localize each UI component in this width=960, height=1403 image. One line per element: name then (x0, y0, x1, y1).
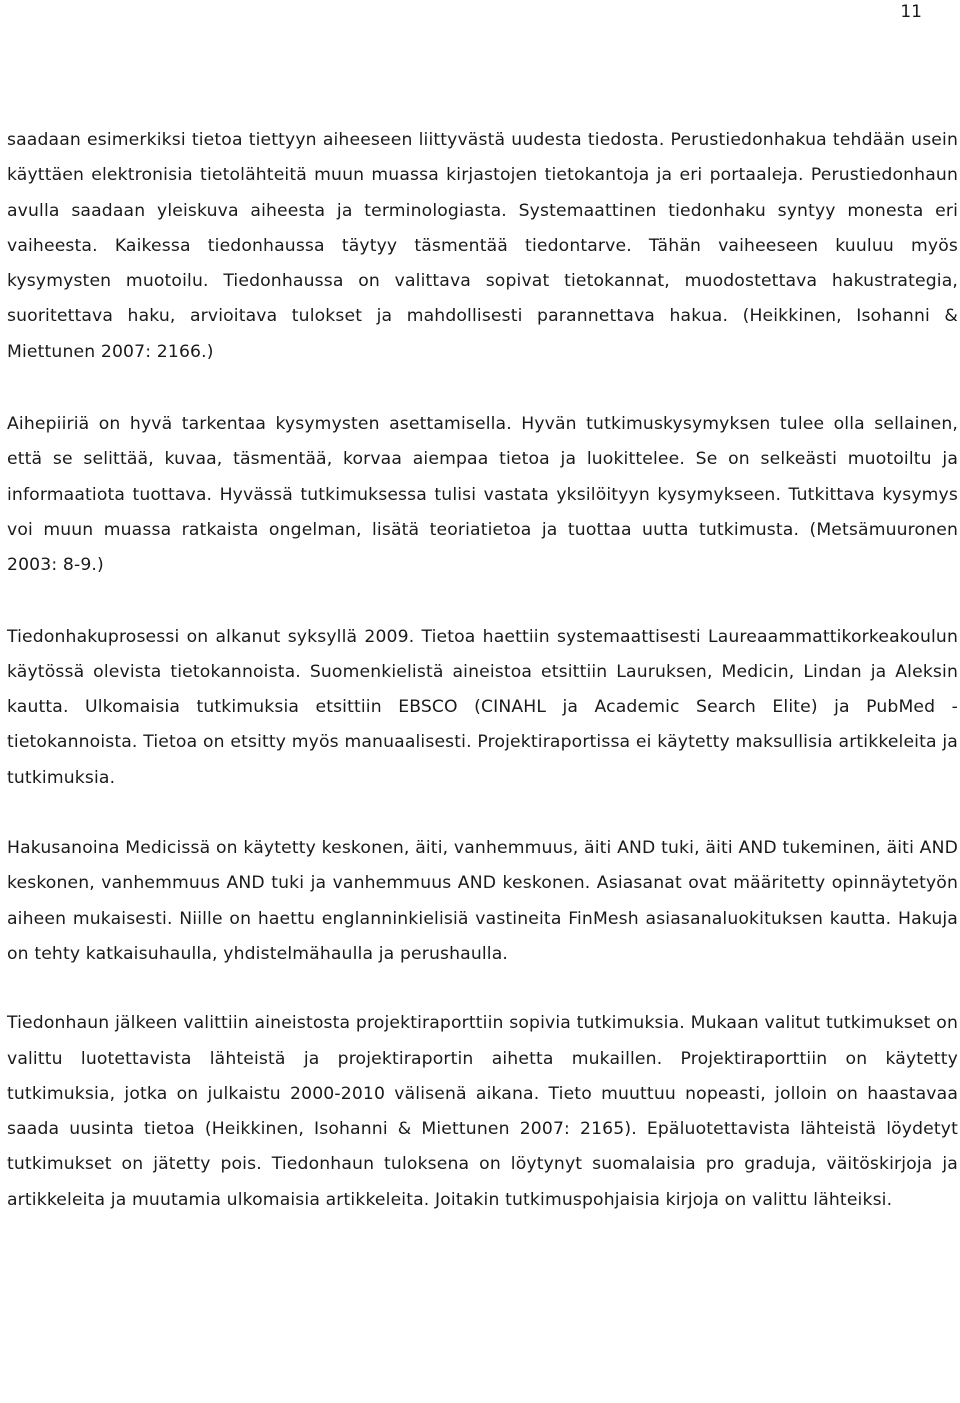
paragraph-source-selection: Tiedonhaun jälkeen valittiin aineistosta projektiraporttiin sopivia tutkimuksia. Mukaan valitut tutkimukset on valittu luotettavista lähteistä ja projektiraportin aihetta mukaillen. Projektiraporttiin on käytetty tutkimuksia, jotka on julkaistu 2000-2010 välisenä aikana. Tieto muuttuu nopeasti, jolloin on haastavaa saada uusinta tietoa (Heikkinen, Isohanni & Miettunen 2007: 2165). Epäluotettavista lähteistä löydetyt tutkimukset on jätetty pois. Tiedonhaun tuloksena on löytynyt suomalaisia pro graduja, väitöskirjoja ja artikkeleita ja muutamia ulkomaisia artikkeleita. Joitakin tutkimuspohjaisia kirjoja on valittu lähteiksi. (7, 1013, 958, 1210)
paragraph-information-retrieval: saadaan esimerkiksi tietoa tiettyyn aiheeseen liittyvästä uudesta tiedosta. Perustiedonhakua tehdään usein käyttäen elektronisia tietolähteitä muun muassa kirjastojen tietokantoja ja eri portaaleja. Perustiedonhaun avulla saadaan yleiskuva aiheesta ja terminologiasta. Systemaattinen tiedonhaku syntyy monesta eri vaiheesta. Kaikessa tiedonhaussa täytyy täsmentää tiedontarve. Tähän vaiheeseen kuuluu myös kysymysten muotoilu. Tiedonhaussa on valittava sopivat tietokannat, muodostettava hakustrategia, suoritettava haku, arvioitava tulokset ja mahdollisesti parannettava hakua. (Heikkinen, Isohanni & Miettunen 2007: 2166.) (7, 130, 958, 362)
document-body (7, 123, 958, 1218)
paragraph-search-process: Tiedonhakuprosessi on alkanut syksyllä 2009. Tietoa haettiin systemaattisesti Laureaammattikorkeakoulun käytössä olevista tietokannoista. Suomenkielistä aineistoa etsittiin Lauruksen, Medicin, Lindan ja Aleksin kautta. Ulkomaisia tutkimuksia etsittiin EBSCO (CINAHL ja Academic Search Elite) ja PubMed -tietokannoista. Tietoa on etsitty myös manuaalisesti. Projektiraportissa ei käytetty maksullisia artikkeleita ja tutkimuksia. (7, 626, 958, 788)
paragraph-research-questions: Aihepiiriä on hyvä tarkentaa kysymysten asettamisella. Hyvän tutkimuskysymyksen tulee olla sellainen, että se selittää, kuvaa, täsmentää, korvaa aiempaa tietoa ja luokittelee. Se on selkeästi muotoiltu ja informaatiota tuottava. Hyvässä tutkimuksessa tulisi vastata yksilöityyn kysymykseen. Tutkittava kysymys voi muun muassa ratkaista ongelman, lisätä teoriatietoa ja tuottaa uutta tutkimusta. (Metsämuuronen 2003: 8-9.) (7, 414, 958, 576)
page-number: 11 (900, 2, 922, 22)
paragraph-search-terms: Hakusanoina Medicissä on käytetty keskonen, äiti, vanhemmuus, äiti AND tuki, äiti AND tukeminen, äiti AND keskonen, vanhemmuus AND tuki ja vanhemmuus AND keskonen. Asiasanat ovat määritetty opinnäytetyön aiheen mukaisesti. Niille on haettu englanninkielisiä vastineita FinMesh asiasanaluokituksen kautta. Hakuja on tehty katkaisuhaulla, yhdistelmähaulla ja perushaulla. (7, 838, 958, 964)
